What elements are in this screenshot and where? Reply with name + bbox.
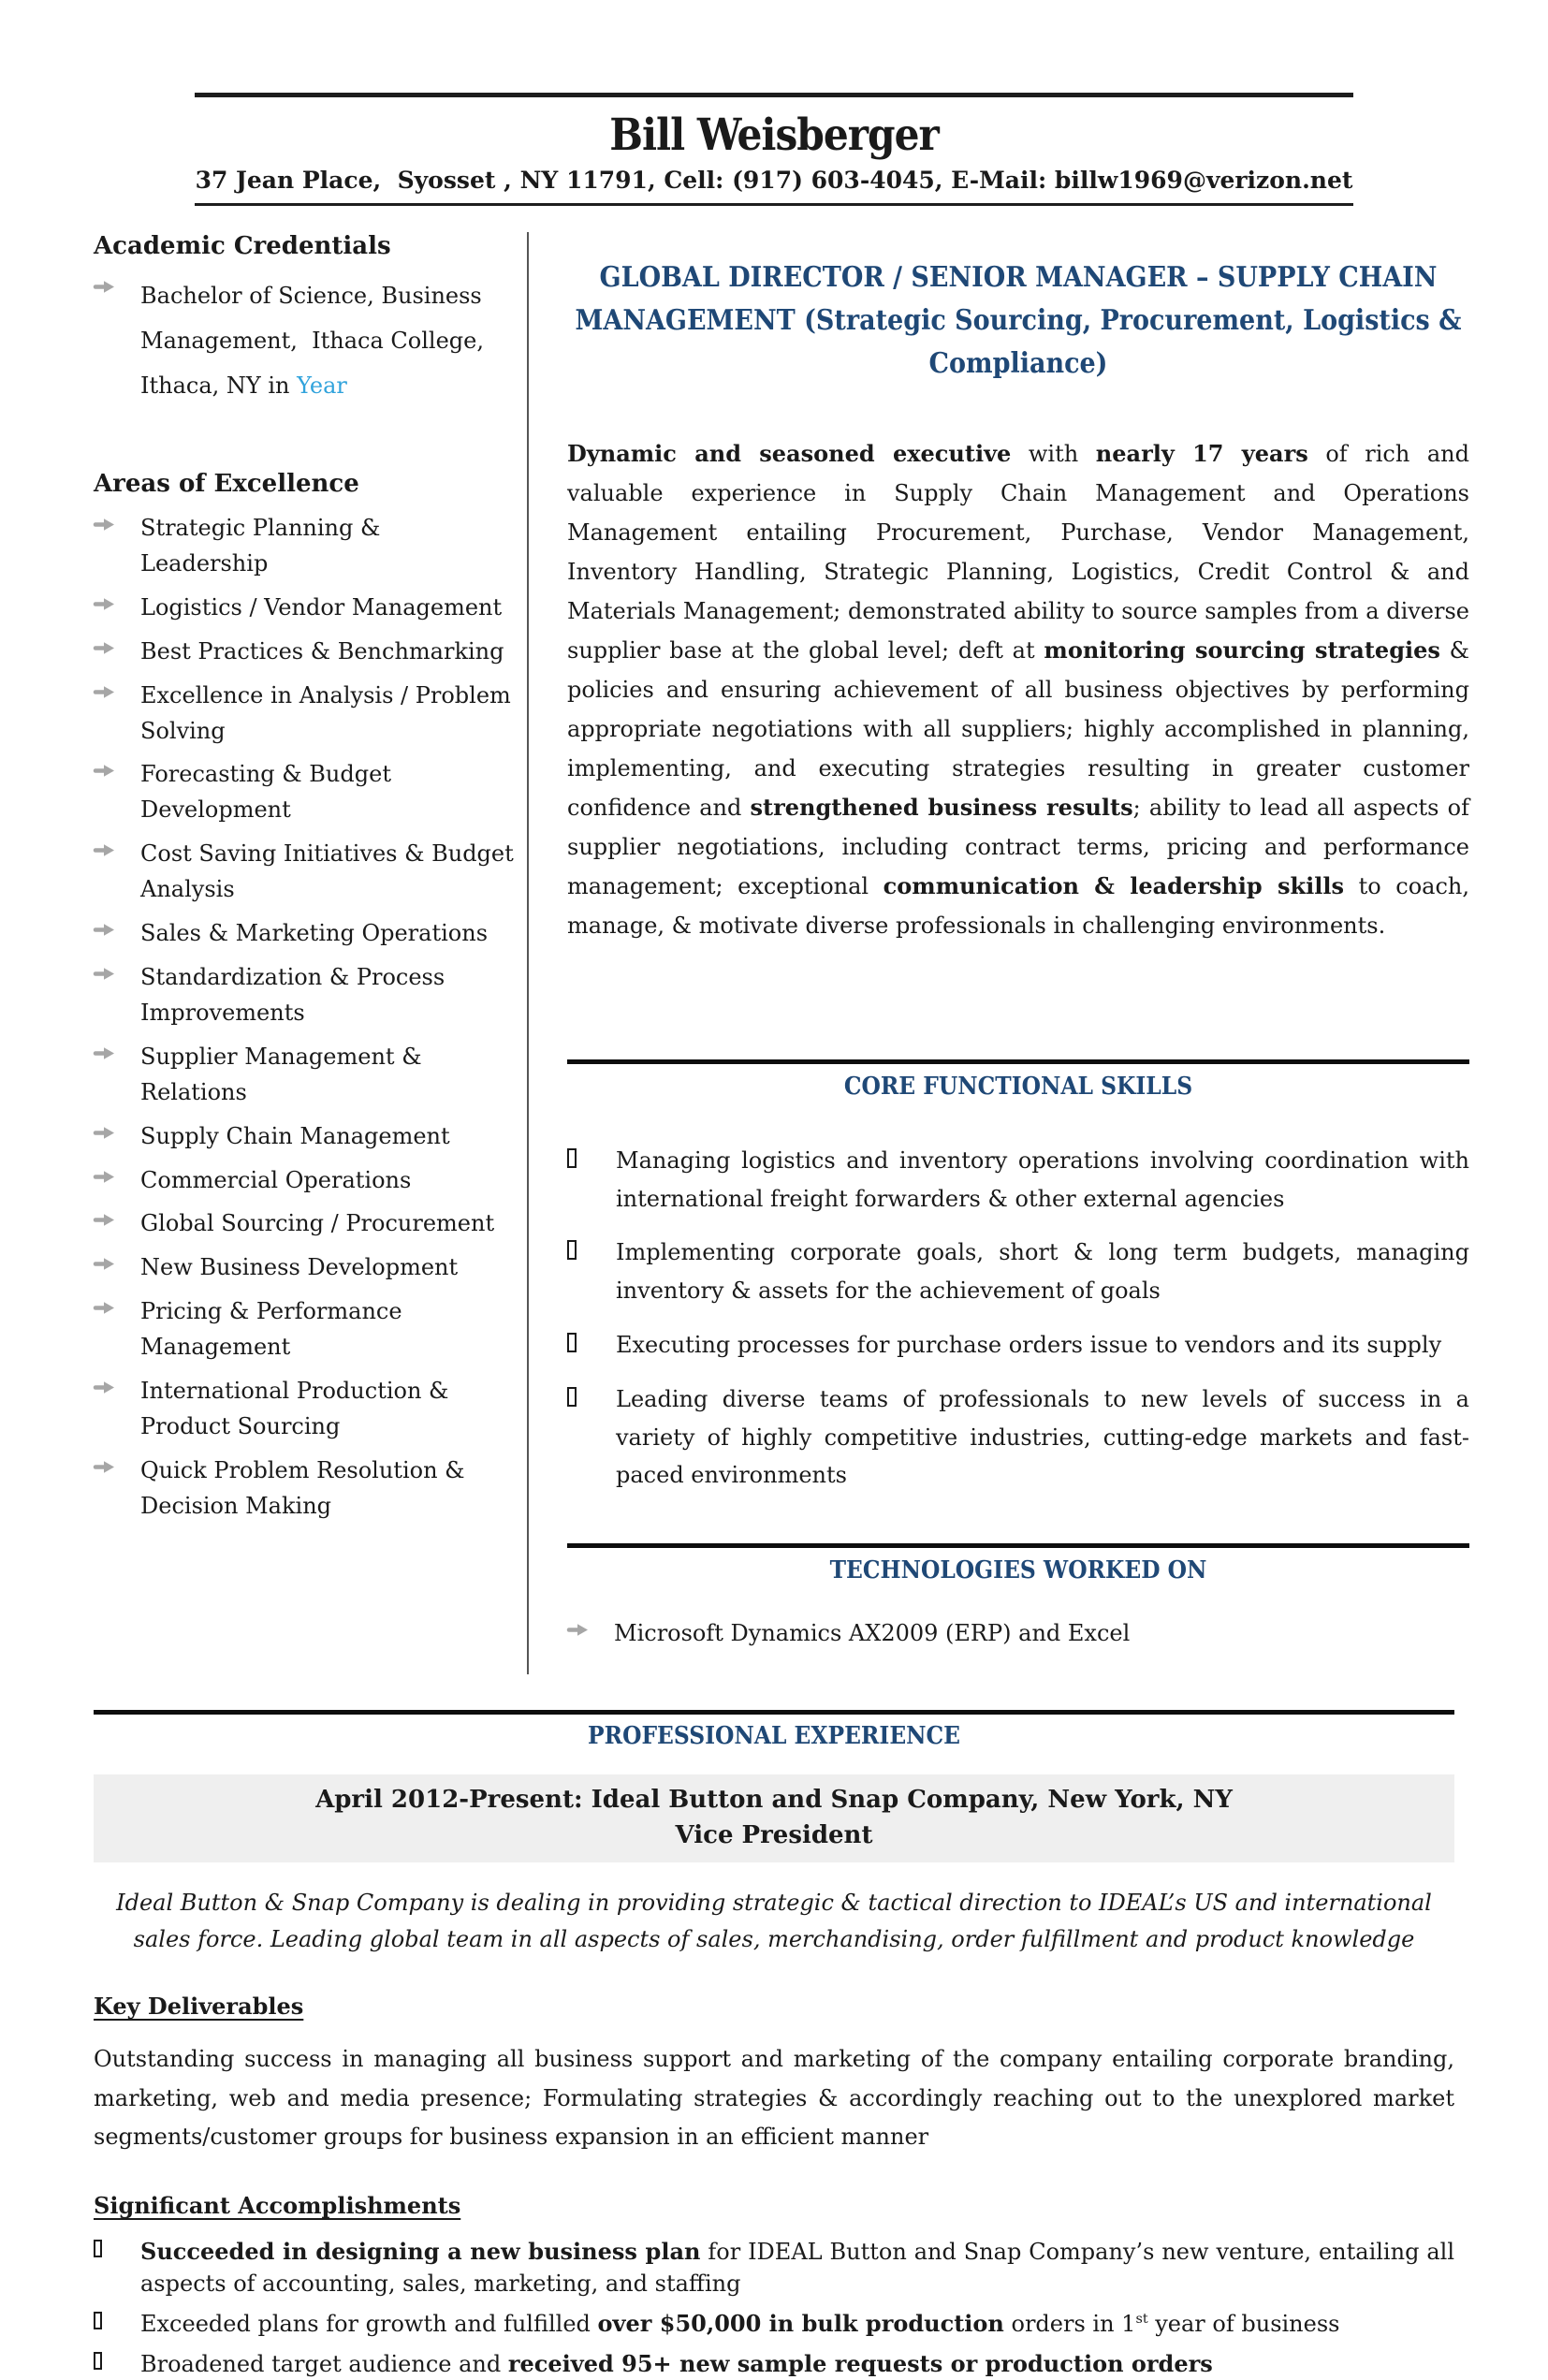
- arrow-icon: [94, 591, 140, 626]
- box-bullet-icon: [94, 2236, 140, 2300]
- excellence-item: [94, 679, 514, 750]
- arrow-icon: [94, 273, 140, 408]
- technology-item: [567, 1616, 1469, 1650]
- arrow-icon: [94, 757, 140, 828]
- areas-of-excellence-heading: Areas of Excellence: [94, 470, 359, 499]
- core-skills-list: [567, 1142, 1469, 1495]
- arrow-icon: [94, 1250, 140, 1286]
- arrow-icon: [94, 1119, 140, 1155]
- accomplishment-item: [94, 2348, 1454, 2380]
- core-functional-skills-heading: CORE FUNCTIONAL SKILLS: [843, 1072, 1193, 1101]
- arrow-icon: [94, 837, 140, 908]
- arrow-icon: [567, 1616, 614, 1650]
- excellence-item-label: Quick Problem Resolution & Decision Making: [140, 1456, 465, 1519]
- excellence-item-label: Sales & Marketing Operations: [140, 920, 489, 947]
- excellence-item: [94, 1250, 514, 1286]
- excellence-item: [94, 757, 514, 828]
- box-bullet-icon: [94, 2348, 140, 2380]
- box-bullet-icon: [567, 1142, 616, 1219]
- excellence-item-label: Forecasting & Budget Development: [140, 761, 391, 824]
- skill-item: [567, 1234, 1469, 1310]
- year-placeholder: Year: [297, 372, 347, 400]
- skill-item: [567, 1142, 1469, 1219]
- excellence-item: [94, 837, 514, 908]
- experience-rule: [94, 1710, 1454, 1715]
- skill-item-text: Leading diverse teams of professionals to new levels of success in a variety of highly competitive industries, cutting-edge markets and fast-paced environments: [616, 1385, 1469, 1489]
- academic-item: [94, 273, 514, 408]
- header-top-rule: [195, 93, 1353, 97]
- excellence-item-label: Supplier Management & Relations: [140, 1043, 422, 1105]
- technologies-heading: TECHNOLOGIES WORKED ON: [829, 1556, 1207, 1585]
- accomplishment-text: Broadened target audience and received 95+ new sample requests or production orders: [140, 2350, 1213, 2378]
- main-column: [567, 232, 1469, 1674]
- skill-item-text: Managing logistics and inventory operations involving coordination with international freight forwarders & other external agencies: [616, 1146, 1469, 1212]
- executive-summary: Dynamic and seasoned executive with nearly 17 years of rich and valuable experience in Supply Chain Management and Operations Management entailing Procurement, Purchase, Vendor Management, Inventory Handling, Strategic Planning, Logistics, Credit Control & and Materials Management; demonstrated ability to source samples from a diverse supplier base at the global level; deft at monitoring sourcing strategies & policies and ensuring achievement of all business objectives by performing appropriate negotiations with all suppliers; highly accomplished in planning, implementing, and executing strategies resulting in greater customer confidence and strengthened business results; ability to lead all aspects of supplier negotiations, including contract terms, pricing and performance management; exceptional communication & leadership skills to coach, manage, & motivate diverse professionals in challenging environments.: [567, 439, 1470, 939]
- arrow-icon: [94, 1206, 140, 1242]
- excellence-item: [94, 1453, 514, 1525]
- excellence-item: [94, 1040, 514, 1111]
- skill-item-text: Implementing corporate goals, short & long term budgets, managing inventory & assets for the achievement of goals: [616, 1239, 1469, 1305]
- arrow-icon: [94, 635, 140, 670]
- arrow-icon: [94, 916, 140, 952]
- accomplishments-list: [94, 2236, 1454, 2380]
- arrow-icon: [94, 1163, 140, 1199]
- excellence-item: [94, 591, 514, 626]
- target-role-title: GLOBAL DIRECTOR / SENIOR MANAGER – SUPPLY CHAIN MANAGEMENT (Strategic Sourcing, Procurement, Logistics & Compliance): [575, 261, 1462, 380]
- excellence-item: [94, 1374, 514, 1445]
- arrow-icon: [94, 1453, 140, 1525]
- core-skills-rule: [567, 1059, 1469, 1064]
- excellence-item-label: Supply Chain Management: [140, 1122, 450, 1149]
- excellence-item-label: Excellence in Analysis / Problem Solving: [140, 681, 511, 744]
- excellence-item: [94, 1163, 514, 1199]
- technology-item-text: Microsoft Dynamics AX2009 (ERP) and Excel: [614, 1620, 1131, 1647]
- job-title: Vice President: [675, 1820, 873, 1849]
- excellence-item-label: Strategic Planning & Leadership: [140, 515, 381, 577]
- significant-accomplishments-heading: Significant Accomplishments: [94, 2192, 461, 2220]
- accomplishment-item: [94, 2236, 1454, 2300]
- excellence-item: [94, 960, 514, 1031]
- sidebar: [94, 232, 529, 1674]
- professional-experience-section: [94, 1710, 1454, 2380]
- key-deliverables-body: Outstanding success in managing all business support and marketing of the company entailing corporate branding, marketing, web and media presence; Formulating strategies & accordingly reaching out to the unexplored market segments/customer groups for business expansion in an efficient manner: [94, 2046, 1454, 2150]
- excellence-item: [94, 1206, 514, 1242]
- arrow-icon: [94, 1294, 140, 1365]
- excellence-item-label: New Business Development: [140, 1254, 459, 1281]
- academic-credentials-heading: Academic Credentials: [94, 232, 391, 261]
- academic-item-text: [140, 273, 514, 408]
- arrow-icon: [94, 511, 140, 582]
- box-bullet-icon: [567, 1234, 616, 1310]
- excellence-item-label: Cost Saving Initiatives & Budget Analysis: [140, 840, 514, 903]
- professional-experience-heading: PROFESSIONAL EXPERIENCE: [588, 1722, 960, 1751]
- job-dates-company: April 2012-Present: Ideal Button and Snap Company, New York, NY: [315, 1786, 1233, 1815]
- contact-line: 37 Jean Place, Syosset , NY 11791, Cell: (917) 603-4045, E-Mail: billw1969@verizon.net: [195, 167, 1353, 195]
- arrow-icon: [94, 679, 140, 750]
- excellence-item: [94, 1294, 514, 1365]
- excellence-item: [94, 635, 514, 670]
- arrow-icon: [94, 960, 140, 1031]
- academic-text: Bachelor of Science, Business Management, Ithaca College, Ithaca, NY in: [140, 283, 491, 400]
- excellence-item-label: International Production & Product Sourcing: [140, 1378, 449, 1439]
- excellence-item-label: Standardization & Process Improvements: [140, 964, 445, 1026]
- box-bullet-icon: [567, 1380, 616, 1495]
- candidate-name: Bill Weisberger: [609, 110, 939, 161]
- excellence-item-label: Logistics / Vendor Management: [140, 593, 503, 621]
- job-header-box: [94, 1774, 1454, 1862]
- technologies-rule: [567, 1543, 1469, 1548]
- excellence-item: [94, 916, 514, 952]
- excellence-item-label: Global Sourcing / Procurement: [140, 1210, 495, 1237]
- accomplishment-item: [94, 2308, 1454, 2340]
- company-description: Ideal Button & Snap Company is dealing in providing strategic & tactical direction to IDEAL’s US and international sales force. Leading global team in all aspects of sales, merchandising, order fulfillment and product knowledge: [116, 1890, 1432, 1952]
- accomplishment-text: Succeeded in designing a new business plan for IDEAL Button and Snap Company’s new venture, entailing all aspects of accounting, sales, marketing, and staffing: [140, 2238, 1455, 2298]
- arrow-icon: [94, 1374, 140, 1445]
- excellence-item-label: Commercial Operations: [140, 1166, 412, 1193]
- excellence-item: [94, 1119, 514, 1155]
- body-columns: [94, 232, 1469, 1674]
- skill-item: [567, 1380, 1469, 1495]
- box-bullet-icon: [94, 2308, 140, 2340]
- header-bottom-rule: [195, 203, 1353, 206]
- excellence-item-label: Best Practices & Benchmarking: [140, 637, 504, 664]
- key-deliverables-heading: Key Deliverables: [94, 1993, 304, 2021]
- arrow-icon: [94, 1040, 140, 1111]
- excellence-item-label: Pricing & Performance Management: [140, 1298, 402, 1361]
- skill-item-text: Executing processes for purchase orders issue to vendors and its supply: [616, 1331, 1442, 1358]
- header: [0, 0, 1548, 206]
- box-bullet-icon: [567, 1326, 616, 1365]
- accomplishment-text: Exceeded plans for growth and fulfilled over $50,000 in bulk production orders in 1st year of business: [140, 2310, 1340, 2338]
- excellence-item: [94, 511, 514, 582]
- skill-item: [567, 1326, 1469, 1365]
